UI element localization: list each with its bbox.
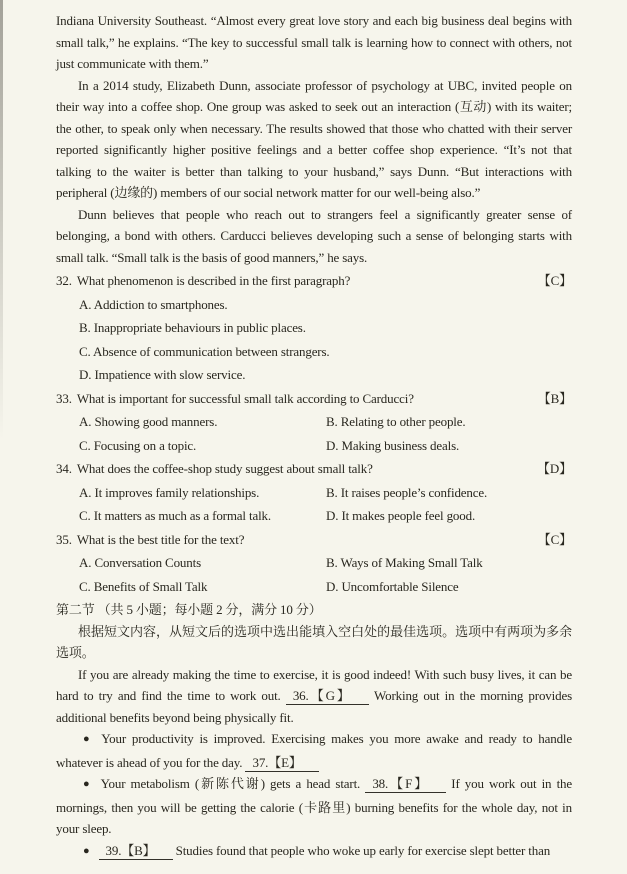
question-34-line xyxy=(56,458,572,480)
option-a: A. Showing good manners. xyxy=(79,414,218,429)
blank-39: 39.【B】 xyxy=(99,843,173,860)
answer-marker: 【D】 xyxy=(537,461,572,476)
option-d: D. Impatience with slow service. xyxy=(79,367,246,382)
option-c: C. It matters as much as a formal talk. xyxy=(79,508,271,523)
bullet-icon: ● xyxy=(83,778,92,790)
option-d: D. Making business deals. xyxy=(326,437,460,453)
section-2-heading: 第二节 （共 5 小题；每小题 2 分，满分 10 分） xyxy=(56,602,322,617)
question-35-options xyxy=(79,552,572,597)
question-34-options xyxy=(79,482,572,527)
bullet-text-before: Your productivity is improved. Exercising makes you more awake and ready to handle whatever is ahead of you for the day. xyxy=(56,731,572,770)
option-a: A. Addiction to smartphones. xyxy=(79,296,228,312)
question-32 xyxy=(56,270,572,386)
question-33-line xyxy=(56,388,572,410)
bullet-icon: ● xyxy=(83,844,90,857)
gapfill-intro-paragraph xyxy=(56,664,572,729)
reading-paragraph-3: Dunn believes that people who reach out to strangers feel a significantly greater sense of belonging, a bond with others. Carducci believes developing such a sense of belonging starts with small talk. “Small talk is the basis of good manners,” he says. xyxy=(56,206,572,265)
bullet-text-before: Your metabolism (新陈代谢) gets a head start. xyxy=(100,776,366,791)
blank-36: 36.【G】 xyxy=(286,688,369,705)
blank-37: 37.【E】 xyxy=(245,755,318,772)
question-32-options xyxy=(79,294,572,386)
option-b: B. Inappropriate behaviours in public places. xyxy=(79,320,306,335)
bullet-item-2 xyxy=(56,773,572,840)
answer-marker: 【C】 xyxy=(537,273,572,288)
question-34 xyxy=(56,458,572,527)
reading-paragraph-2: In a 2014 study, Elizabeth Dunn, associate professor of psychology at UBC, invited people on their way into a coffee shop. One group was asked to seek out an interaction (互动) with its waiter; the other, to speak only when necessary. The results showed that those who chatted with their server reported significantly higher positive feelings and a better coffee shop experience. “It’s not that talking to the waiter is better than talking to your husband,” says Dunn. “But interactions with peripheral (边缘的) members of our social network matter for our well-being also.” xyxy=(56,77,572,200)
option-b: B. It raises people’s confidence. xyxy=(326,484,488,500)
intro-text-before: If you are already making the time to exercise, it is good indeed! With such busy lives, it can be hard to try and find the time to work out. xyxy=(56,666,572,703)
question-text: What does the coffee-shop study suggest about small talk? xyxy=(76,461,373,476)
reading-paragraph-1: Indiana University Southeast. “Almost every great love story and each big business deal begins with small talk,” he explains. “The key to successful small talk is learning how to connect with others, not just communicate with them.” xyxy=(56,13,572,71)
section-2-instruction: 根据短文内容，从短文后的选项中选出能填入空白处的最佳选项。选项中有两项为多余选项。 xyxy=(56,623,572,660)
option-d: D. It makes people feel good. xyxy=(326,508,476,523)
question-number: 33. xyxy=(56,390,72,406)
option-d: D. Uncomfortable Silence xyxy=(326,578,459,594)
intro-text-after: Working out in the morning provides additional benefits beyond being physically fit. xyxy=(56,688,572,725)
option-b: B. Ways of Making Small Talk xyxy=(326,555,483,570)
option-a: A. It improves family relationships. xyxy=(79,484,260,500)
question-number: 34. xyxy=(56,461,72,476)
option-b: B. Relating to other people. xyxy=(326,414,466,429)
question-text: What is important for successful small talk according to Carducci? xyxy=(76,390,414,406)
question-32-line xyxy=(56,270,572,292)
question-35-line xyxy=(56,529,572,551)
bullet-icon: ● xyxy=(83,733,93,745)
question-33-options xyxy=(79,411,572,456)
option-a: A. Conversation Counts xyxy=(79,555,202,570)
bullet-text-after: If you work out in the mornings, then you will be getting the calorie (卡路里) burning benefits for the whole day, not in your sleep. xyxy=(56,776,572,836)
question-text: What is the best title for the text? xyxy=(76,531,245,547)
question-number: 32. xyxy=(56,273,72,288)
bullet-item-3 xyxy=(56,840,572,864)
bullet-item-1 xyxy=(56,728,572,773)
option-c: C. Focusing on a topic. xyxy=(79,437,197,453)
option-c: C. Benefits of Small Talk xyxy=(79,578,208,594)
bullet-text-after: Studies found that people who woke up early for exercise slept better than xyxy=(172,842,551,858)
page-content xyxy=(56,10,572,863)
question-text: What phenomenon is described in the first paragraph? xyxy=(76,273,351,288)
blank-38: 38.【F】 xyxy=(365,776,446,793)
scan-edge-shadow xyxy=(0,0,3,440)
question-33 xyxy=(56,388,572,457)
answer-marker: 【C】 xyxy=(537,531,572,547)
question-35 xyxy=(56,529,572,598)
option-c: C. Absence of communication between strangers. xyxy=(79,343,330,359)
question-number: 35. xyxy=(56,531,72,547)
answer-marker: 【B】 xyxy=(537,390,572,406)
